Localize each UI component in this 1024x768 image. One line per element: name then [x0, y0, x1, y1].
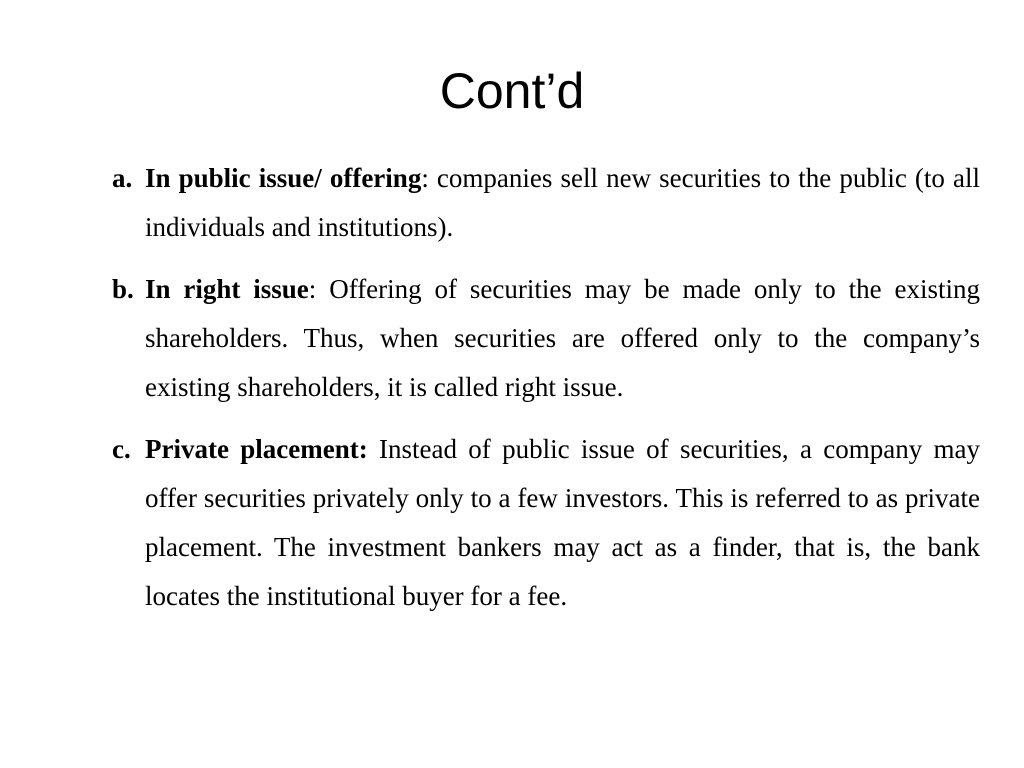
list-item-text — [145, 154, 980, 252]
separator: : — [421, 163, 429, 193]
list-item-text — [145, 265, 980, 412]
term: In public issue/ offering — [145, 163, 422, 193]
body: Offering of securities may be made only to the existing shareholders. Thus, when securities are offered only to the company’s existing shareholders, it is called right issue. — [145, 274, 980, 402]
list-marker: a. — [112, 163, 133, 193]
list-item-public-issue — [112, 154, 980, 252]
list-item-right-issue — [112, 265, 980, 412]
body: companies sell new securities to the public (to all individuals and institutions). — [145, 163, 981, 242]
slide-title: Cont’d — [439, 63, 585, 119]
list-marker: b. — [112, 274, 134, 304]
body: Instead of public issue of securities, a company may offer securities privately only to a few investors. This is referred to as private placement. The investment bankers may act as a finder, that is, the bank locates the institutional buyer for a fee. — [145, 434, 980, 611]
term: In right issue — [145, 274, 309, 304]
bullet-list — [112, 154, 980, 634]
list-item-text — [145, 425, 980, 621]
term: Private placement: — [145, 434, 368, 464]
list-item-private-placement — [112, 425, 980, 621]
separator: : — [308, 274, 317, 304]
list-marker: c. — [112, 434, 131, 464]
